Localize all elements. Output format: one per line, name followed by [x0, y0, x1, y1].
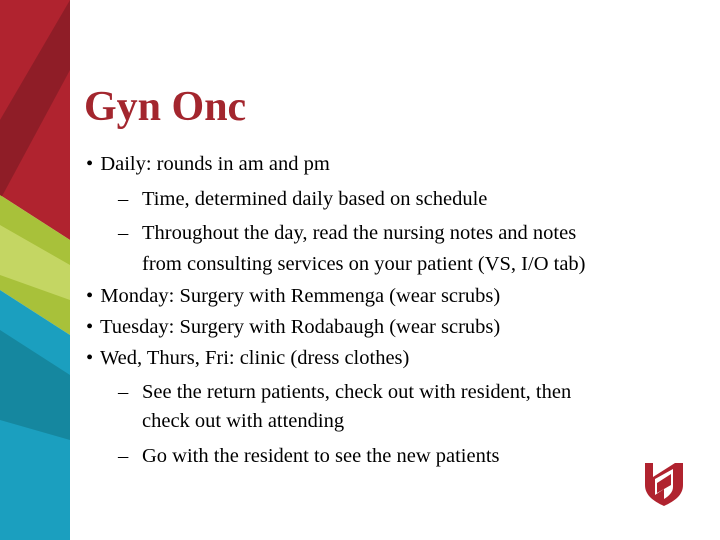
sub-bullet-return-patients — [142, 382, 571, 403]
slide-title: Gyn Onc — [84, 84, 247, 130]
university-n-shield-logo — [643, 461, 685, 507]
bullet-text: Monday: Surgery with Remmenga (wear scrubs) — [100, 285, 501, 307]
bullet-item-daily — [86, 154, 330, 175]
sub-bullet-continuation — [142, 254, 586, 275]
sub-bullet-time — [142, 189, 487, 210]
bullet-text: Wed, Thurs, Fri: clinic (dress clothes) — [99, 347, 410, 369]
bullet-item-monday — [86, 286, 500, 307]
sub-bullet-dash: – — [118, 381, 129, 403]
sub-bullet-dash: – — [118, 445, 129, 467]
sub-bullet-text: from consulting services on your patient (VS, I/O tab) — [142, 253, 586, 275]
sub-bullet-dash: – — [118, 222, 129, 244]
bullet-text: Tuesday: Surgery with Rodabaugh (wear scrubs) — [99, 316, 501, 338]
sub-bullet-new-patients — [142, 446, 500, 467]
bullet-dot: • — [86, 316, 94, 338]
bullet-dot: • — [86, 153, 94, 175]
bullet-dot: • — [86, 347, 94, 369]
sub-bullet-text: Throughout the day, read the nursing notes and notes — [142, 222, 577, 244]
sub-bullet-text: See the return patients, check out with resident, then — [142, 381, 572, 403]
bullet-item-tuesday — [86, 317, 500, 338]
bullet-dot: • — [86, 285, 94, 307]
left-accent-bar — [0, 0, 72, 540]
sub-bullet-text: Time, determined daily based on schedule — [142, 188, 488, 210]
sub-bullet-text: Go with the resident to see the new patients — [142, 445, 500, 467]
sub-bullet-continuation — [142, 411, 344, 432]
bullet-item-clinic-days — [86, 348, 409, 369]
bullet-text: Daily: rounds in am and pm — [100, 153, 330, 175]
sub-bullet-throughout — [142, 223, 576, 244]
sub-bullet-dash: – — [118, 188, 129, 210]
sub-bullet-text: check out with attending — [142, 410, 345, 432]
